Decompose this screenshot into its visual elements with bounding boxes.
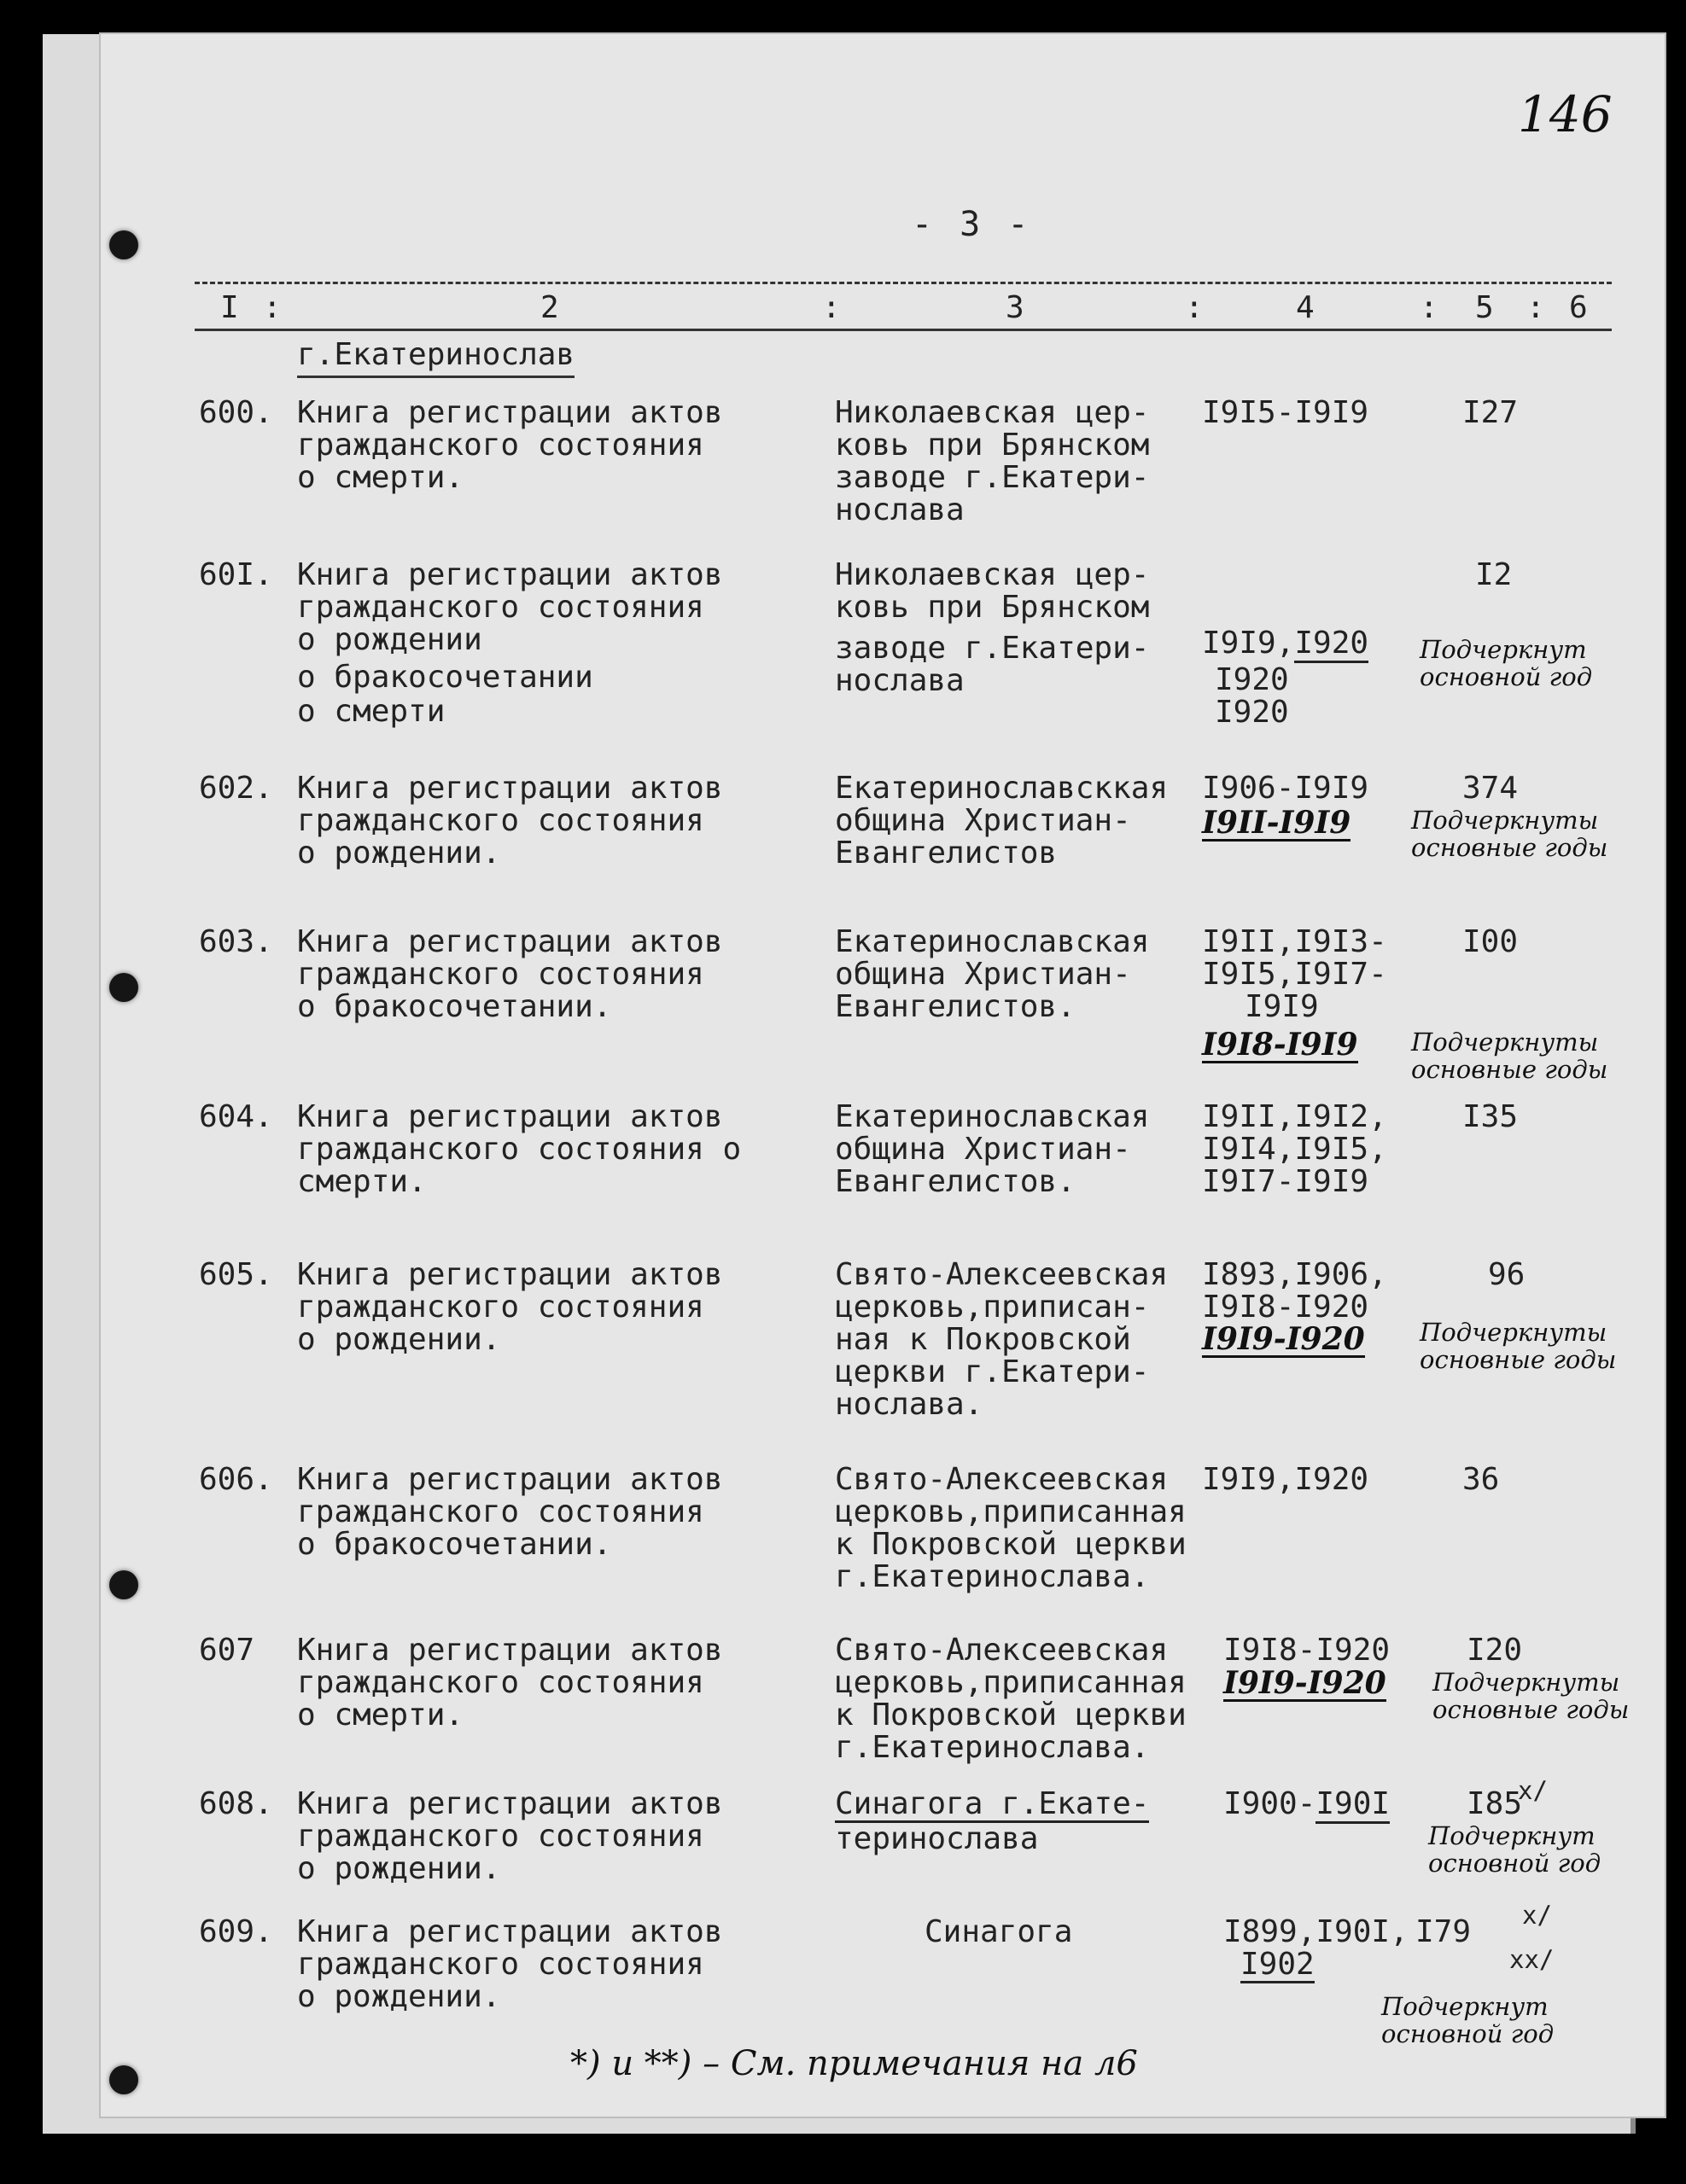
folio-number: 146 [1518, 85, 1613, 143]
entry-title: Книга регистрации актов гражданского состояния о рождении. [297, 771, 723, 871]
entry-origin: Свято-Алексеевская церковь,приписан- ная к Покровской церкви г.Екатери- нослава. [835, 1257, 1169, 1422]
handwritten-note: Подчеркнут основной год [1420, 635, 1593, 691]
entry-years: I9I8-I920 [1223, 1633, 1391, 1668]
entry-count: I35 [1462, 1099, 1519, 1134]
punch-hole [109, 973, 138, 1002]
entry-number: 606. [199, 1462, 273, 1497]
entry-years: I9I9,I920 [1202, 627, 1368, 660]
punch-hole [109, 2065, 138, 2094]
entry-years: I9I9,I920 [1202, 1462, 1369, 1497]
entry-years: I906-I9I9 [1202, 771, 1369, 806]
column-6: 6 [1569, 290, 1588, 325]
handwritten-note: Подчеркнут основной год [1381, 1992, 1555, 2048]
entry-number: 604. [199, 1099, 273, 1134]
entry-years: I920 [1215, 695, 1289, 730]
header-rule-bottom [195, 329, 1612, 331]
entry-number: 608. [199, 1786, 273, 1821]
entry-origin: Николаевская цер- ковь при Брянском заводе г.Екатери- нослава [835, 557, 1150, 698]
entry-number: 603. [199, 924, 273, 959]
entry-title: Книга регистрации актов гражданского состояния о бракосочетании. [297, 1462, 723, 1562]
entry-title-line: о смерти [297, 694, 446, 729]
entry-title: Книга регистрации актов гражданского состояния о рождении. [297, 1257, 723, 1357]
entry-count: 96 [1488, 1257, 1526, 1292]
column-sep: : [1526, 290, 1545, 325]
entry-title: Книга регистрации актов гражданского состояния о рождении. [297, 1786, 723, 1886]
handwritten-note: Подчеркнуты основные годы [1411, 806, 1608, 862]
column-5: 5 [1475, 290, 1494, 325]
handwritten-note: Подчеркнуты основные годы [1411, 1028, 1608, 1084]
paper-sheet [43, 34, 1636, 2134]
column-1: I [220, 290, 239, 325]
header-rule-top [195, 282, 1612, 284]
entry-origin: Синагога [925, 1914, 1073, 1949]
entry-title: Книга регистрации актов гражданского состояния о рождении [297, 557, 723, 657]
page-number: - 3 - [912, 205, 1032, 244]
footnote-mark: х/ [1522, 1901, 1552, 1930]
entry-title: Книга регистрации актов гражданского состояния о рождении. [297, 1914, 723, 2014]
entry-years: I9II,I9I3- I9I5,I9I7- I9I9 [1202, 924, 1387, 1024]
entry-years: I900-I90I [1223, 1788, 1390, 1820]
column-4: 4 [1296, 290, 1315, 325]
entry-count: I2 [1475, 557, 1513, 592]
entry-title-line: о бракосочетании [297, 660, 593, 695]
entry-title: Книга регистрации актов гражданского состояния о смерти. [297, 1633, 723, 1733]
column-2: 2 [540, 290, 559, 325]
entry-title: Книга регистрации актов гражданского состояния о смерти. [297, 1099, 742, 1199]
entry-years: I9II,I9I2, I9I4,I9I5, I9I7-I9I9 [1202, 1099, 1387, 1199]
footnote-mark: хх/ [1509, 1945, 1555, 1974]
entry-count: 36 [1462, 1462, 1500, 1497]
entry-years-underlined: I9II-I9I9 [1202, 805, 1351, 841]
handwritten-note: Подчеркнут основной год [1428, 1821, 1601, 1878]
entry-count: 374 [1462, 771, 1519, 806]
entry-title: Книга регистрации актов гражданского состояния о смерти. [297, 395, 723, 495]
entry-origin: Свято-Алексеевская церковь,приписанная к Покровской церкви г.Екатеринослава. [835, 1633, 1187, 1765]
entry-number: 602. [199, 771, 273, 806]
city-heading: г.Екатеринослав [297, 337, 575, 378]
entry-count: I27 [1462, 395, 1519, 430]
entry-count: I79 [1415, 1914, 1472, 1949]
entry-origin: Синагога г.Екате- теринослава [835, 1786, 1150, 1856]
entry-years-underlined: I9I9-I920 [1223, 1665, 1386, 1701]
entry-years-underlined: I9I9-I920 [1202, 1321, 1365, 1357]
column-sep: : [822, 290, 841, 325]
handwritten-note: Подчеркнуты основные годы [1420, 1318, 1617, 1374]
column-sep: : [1420, 290, 1438, 325]
entry-number: 607 [199, 1633, 255, 1668]
entry-years-underlined: I902 [1240, 1947, 1315, 1982]
document-page [101, 34, 1665, 2117]
entry-origin: Екатеринославская община Христиан- Евангелистов. [835, 924, 1150, 1024]
footer-note: *) и **) – См. примечания на л6 [570, 2044, 1138, 2083]
column-sep: : [1185, 290, 1204, 325]
entry-count: I00 [1462, 924, 1519, 959]
entry-count: I20 [1467, 1633, 1523, 1668]
entry-title: Книга регистрации актов гражданского состояния о бракосочетании. [297, 924, 723, 1024]
entry-years: I893,I906, I9I8-I920 [1202, 1257, 1387, 1325]
entry-years: I920 [1215, 662, 1289, 697]
punch-hole [109, 1570, 138, 1599]
entry-number: 600. [199, 395, 273, 430]
entry-years-underlined: I9I8-I9I9 [1202, 1027, 1358, 1063]
entry-origin: Екатеринославская община Христиан- Евангелистов. [835, 1099, 1150, 1199]
entry-origin: Екатеринославсккая община Христиан- Евангелистов [835, 771, 1169, 871]
entry-years: I899,I90I, [1223, 1914, 1409, 1949]
entry-years: I9I5-I9I9 [1202, 395, 1369, 430]
entry-number: 60I. [199, 557, 273, 592]
entry-number: 605. [199, 1257, 273, 1292]
column-sep: : [263, 290, 282, 325]
footnote-mark: х/ [1518, 1776, 1548, 1805]
entry-count: I85 [1467, 1786, 1523, 1821]
column-3: 3 [1006, 290, 1024, 325]
entry-origin: Свято-Алексеевская церковь,приписанная к Покровской церкви г.Екатеринослава. [835, 1462, 1187, 1594]
punch-hole [109, 230, 138, 259]
entry-number: 609. [199, 1914, 273, 1949]
handwritten-note: Подчеркнуты основные годы [1432, 1668, 1630, 1724]
entry-origin: Николаевская цер- ковь при Брянском заводе г.Екатери- нослава [835, 395, 1150, 527]
